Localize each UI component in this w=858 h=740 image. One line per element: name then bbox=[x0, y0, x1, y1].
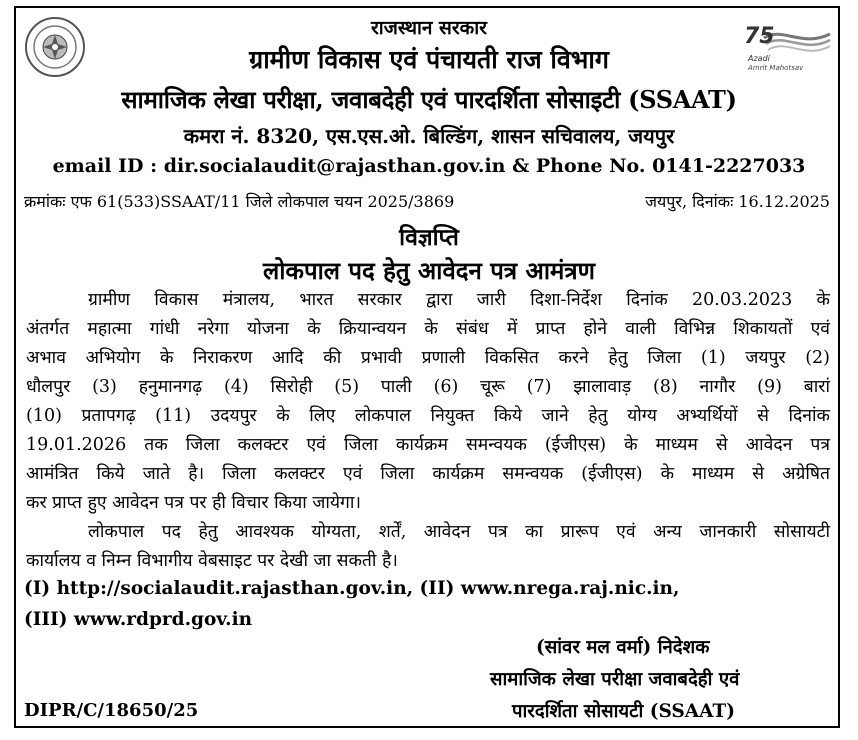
body-line: कर प्राप्त हुए आवेदन पत्र पर ही विचार किया जायेगा। bbox=[26, 493, 362, 513]
signatory-designation-2: पारदर्शिता सोसायटी (SSAAT) bbox=[512, 701, 736, 722]
body-line: 19.01.2026 तक जिला कलक्टर एवं जिला कार्यक्रम समन्वयक (ईजीएस) के माध्यम से आवेदन पत्र bbox=[26, 435, 830, 455]
body-line: आमंत्रित किये जाते है। जिला कलक्टर एवं जिला कार्यक्रम समन्वयक (ईजीएस) के माध्यम से अग्रेषित bbox=[26, 464, 830, 484]
signatory-designation-1: सामाजिक लेखा परीक्षा जवाबदेही एवं bbox=[490, 669, 740, 690]
department-name: ग्रामीण विकास एवं पंचायती राज विभाग bbox=[249, 45, 609, 74]
society-name: सामाजिक लेखा परीक्षा, जवाबदेही एवं पारदर्शिता सोसाइटी (SSAAT) bbox=[121, 85, 737, 114]
logo-mark: 75 bbox=[744, 24, 775, 49]
logo-text-mahotsav: Amrit Mahotsav bbox=[748, 64, 804, 72]
body-paragraph-2 bbox=[26, 518, 830, 576]
logo-text-azadi: Azadi bbox=[748, 54, 770, 63]
office-address: कमरा नं. 8320, एस.एस.ओ. बिल्डिंग, शासन सचिवालय, जयपुर bbox=[183, 124, 675, 148]
reference-number: क्रमांकः एफ 61(533)SSAAT/11 जिले लोकपाल चयन 2025/3869 bbox=[24, 192, 455, 211]
body-paragraph-1 bbox=[26, 286, 830, 518]
website-links-line-2: (III) www.rdprd.gov.in bbox=[24, 609, 253, 630]
body-line: ग्रामीण विकास मंत्रालय, भारत सरकार द्वारा जारी दिशा-निर्देश दिनांक 20.03.2023 के bbox=[88, 290, 830, 310]
body-line: लोकपाल पद हेतु आवश्यक योग्यता, शर्तें, आवेदन पत्र का प्रारूप एवं अन्य जानकारी सोसायटी bbox=[88, 522, 830, 542]
body-line: अंतर्गत महात्मा गांधी नरेगा योजना के क्रियान्वयन के संबंध में प्राप्त होने वाली विभिन्न शिकायतों एवं bbox=[26, 319, 830, 339]
contact-line: email ID : dir.socialaudit@rajasthan.gov.in & Phone No. 0141-2227033 bbox=[52, 155, 806, 177]
notice-subject: लोकपाल पद हेतु आवेदन पत्र आमंत्रण bbox=[263, 256, 595, 285]
body-line: कार्यालय व निम्न विभागीय वेबसाइट पर देखी जा सकती है। bbox=[26, 551, 398, 571]
notice-heading: विज्ञप्ति bbox=[399, 224, 459, 251]
body-line: अभाव अभियोग के निराकरण आदि की प्रभावी प्रणाली विकसित करने हेतु जिला (1) जयपुर (2) bbox=[26, 348, 830, 368]
body-line: (10) प्रतापगढ़ (11) उदयपुर के लिए लोकपाल नियुक्त किये जाने हेतु योग्य अभ्यर्थियों से दिनांक bbox=[26, 406, 830, 426]
body-line: धौलपुर (3) हनुमानगढ़ (4) सिरोही (5) पाली (6) चूरू (7) झालावाड़ (8) नागौर (9) बारां bbox=[26, 377, 830, 397]
reference-date: जयपुर, दिनांकः 16.12.2025 bbox=[645, 192, 830, 211]
signatory-name: (सांवर मल वर्मा) निदेशक bbox=[536, 637, 710, 658]
dipr-number: DIPR/C/18650/25 bbox=[24, 700, 199, 721]
website-links-line-1: (I) http://socialaudit.rajasthan.gov.in, (II) www.nrega.raj.nic.in, bbox=[24, 578, 680, 599]
govt-name: राजस्थान सरकार bbox=[371, 17, 487, 39]
